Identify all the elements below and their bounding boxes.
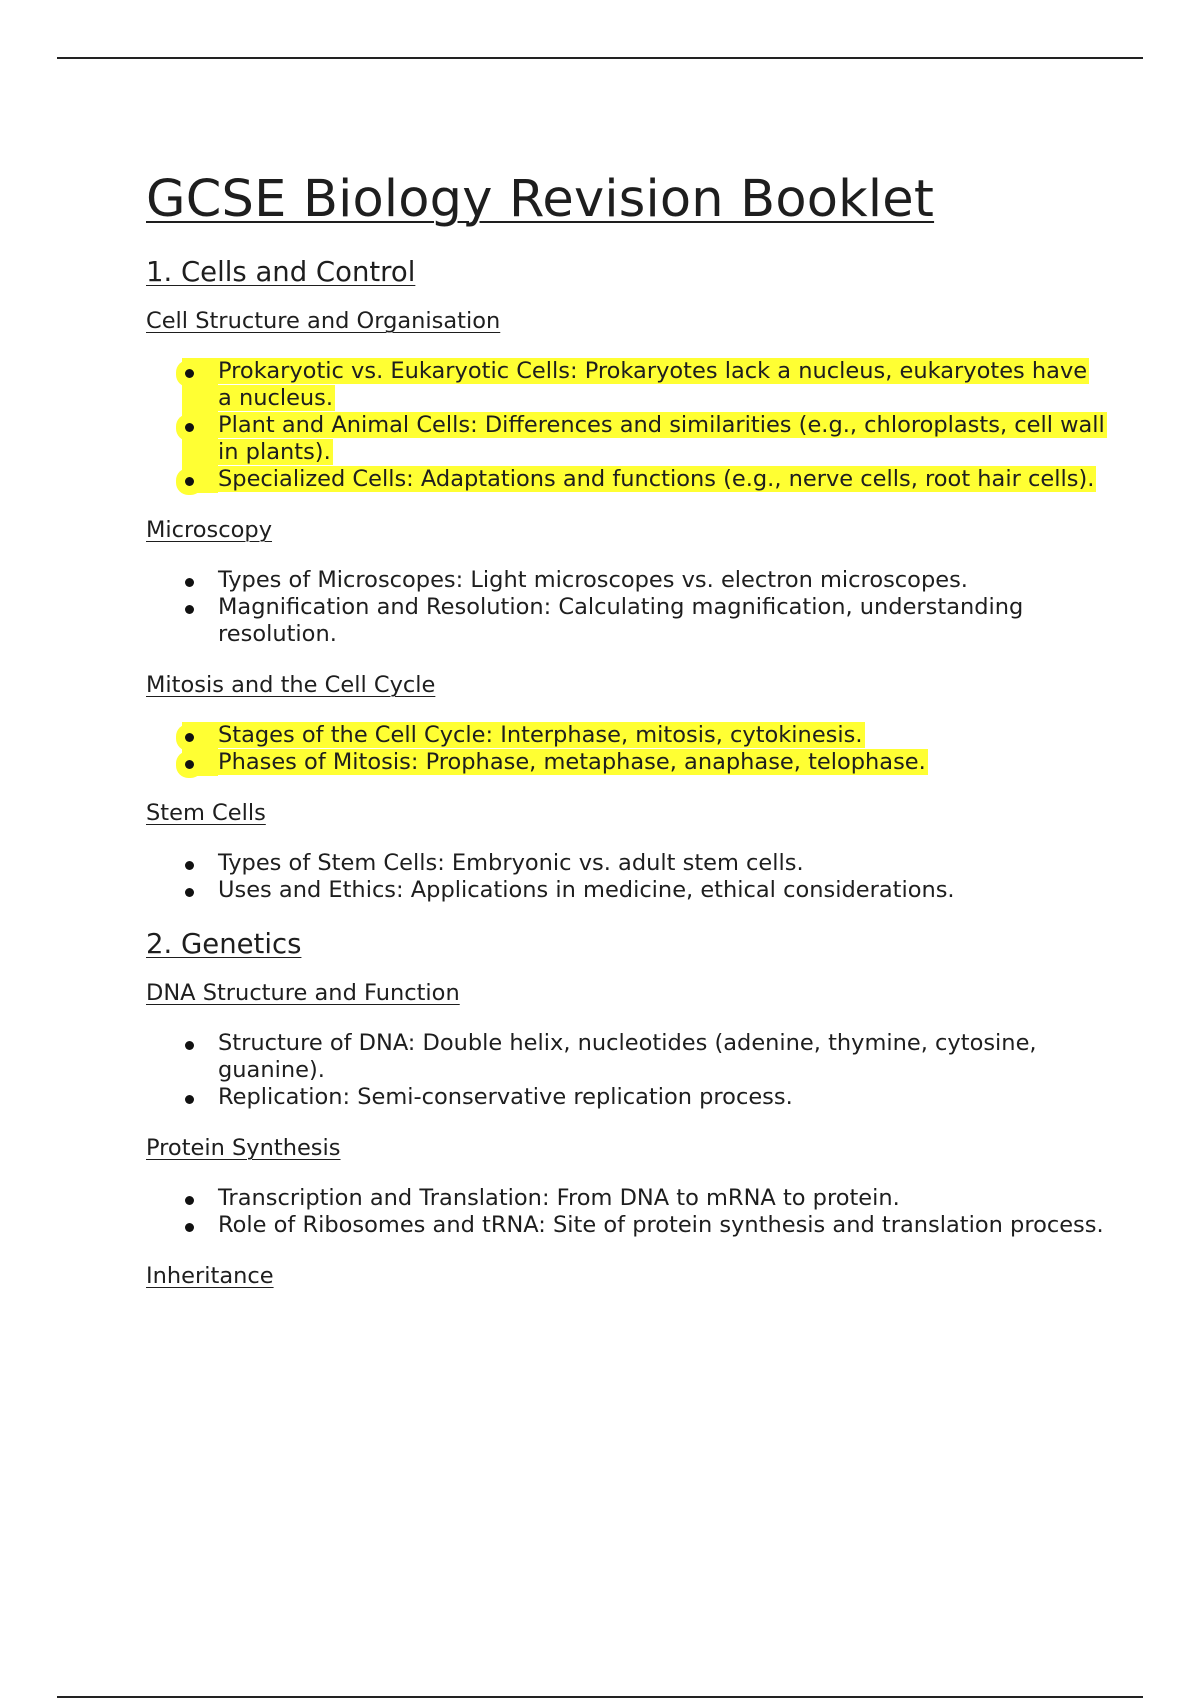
- subsection-heading: Inheritance: [146, 1263, 274, 1289]
- list-item: [146, 722, 1106, 749]
- section: [146, 926, 1106, 1291]
- bullet-list: [146, 850, 1106, 904]
- list-item: [146, 358, 1106, 412]
- sections-container: [146, 254, 1106, 1291]
- bullet-dot-icon: [185, 1041, 194, 1050]
- bullet-dot-icon: [185, 888, 194, 897]
- subsection-heading: DNA Structure and Function: [146, 980, 460, 1006]
- bullet-dot-icon: [185, 369, 194, 378]
- bullet-text: Role of Ribosomes and tRNA: Site of protein synthesis and translation process.: [218, 1212, 1104, 1238]
- bullet-dot-icon: [185, 477, 194, 486]
- bullet-text: Specialized Cells: Adaptations and functions (e.g., nerve cells, root hair cells).: [218, 466, 1095, 492]
- bullet-dot-icon: [185, 733, 194, 742]
- list-item: [146, 594, 1106, 648]
- bullet-list: [146, 358, 1106, 493]
- list-item: [146, 877, 1106, 904]
- bullet-text: Types of Stem Cells: Embryonic vs. adult stem cells.: [218, 850, 804, 876]
- subsection-heading: Stem Cells: [146, 800, 266, 826]
- bullet-dot-icon: [185, 1196, 194, 1205]
- section: [146, 254, 1106, 904]
- bullet-text: Replication: Semi-conservative replication process.: [218, 1084, 793, 1110]
- bullet-dot-icon: [185, 423, 194, 432]
- section-heading: 2. Genetics: [146, 928, 302, 960]
- bullet-text: Magnification and Resolution: Calculating magnification, understanding resolution.: [218, 594, 1024, 647]
- bullet-dot-icon: [185, 1095, 194, 1104]
- bullet-dot-icon: [185, 1223, 194, 1232]
- page-bottom-rule: [57, 1696, 1143, 1698]
- bullet-list: [146, 722, 1106, 776]
- bullet-list: [146, 567, 1106, 648]
- bullet-text: Stages of the Cell Cycle: Interphase, mitosis, cytokinesis.: [218, 722, 863, 748]
- section-heading: 1. Cells and Control: [146, 256, 416, 288]
- document-title: GCSE Biology Revision Booklet: [146, 170, 935, 229]
- list-item: [146, 850, 1106, 877]
- bullet-text: Types of Microscopes: Light microscopes vs. electron microscopes.: [218, 567, 968, 593]
- bullet-text: Structure of DNA: Double helix, nucleotides (adenine, thymine, cytosine, guanine).: [218, 1030, 1037, 1083]
- list-item: [146, 466, 1106, 493]
- bullet-text: Transcription and Translation: From DNA to mRNA to protein.: [218, 1185, 900, 1211]
- subsection-heading: Cell Structure and Organisation: [146, 308, 501, 334]
- bullet-dot-icon: [185, 861, 194, 870]
- bullet-text: Prokaryotic vs. Eukaryotic Cells: Prokaryotes lack a nucleus, eukaryotes have a nucleus.: [218, 358, 1088, 411]
- list-item: [146, 1212, 1106, 1239]
- subsection-heading: Mitosis and the Cell Cycle: [146, 672, 436, 698]
- document-body: [146, 168, 1106, 1291]
- bullet-dot-icon: [185, 578, 194, 587]
- list-item: [146, 1030, 1106, 1084]
- list-item: [146, 749, 1106, 776]
- page-top-rule: [57, 57, 1143, 59]
- list-item: [146, 412, 1106, 466]
- bullet-dot-icon: [185, 605, 194, 614]
- list-item: [146, 567, 1106, 594]
- bullet-list: [146, 1185, 1106, 1239]
- bullet-text: Plant and Animal Cells: Differences and similarities (e.g., chloroplasts, cell wall in plants).: [218, 412, 1105, 465]
- bullet-dot-icon: [185, 760, 194, 769]
- list-item: [146, 1185, 1106, 1212]
- bullet-list: [146, 1030, 1106, 1111]
- bullet-text: Uses and Ethics: Applications in medicine, ethical considerations.: [218, 877, 955, 903]
- subsection-heading: Protein Synthesis: [146, 1135, 341, 1161]
- subsection-heading: Microscopy: [146, 517, 273, 543]
- bullet-text: Phases of Mitosis: Prophase, metaphase, anaphase, telophase.: [218, 749, 926, 775]
- list-item: [146, 1084, 1106, 1111]
